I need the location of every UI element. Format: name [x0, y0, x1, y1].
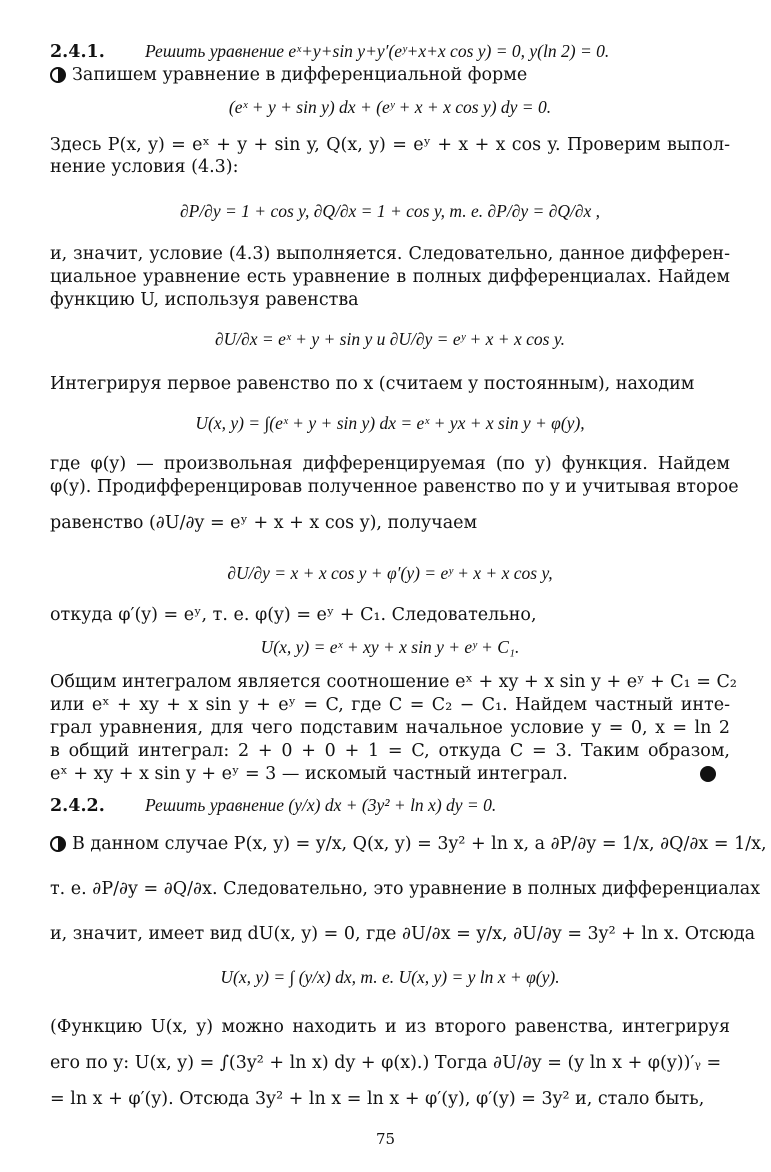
- paragraph-line: циальное уравнение есть уравнение в полных дифференциалах. Найдем: [50, 267, 730, 287]
- problem-statement: Решить уравнение (y/x) dx + (3y² + ln x) dy = 0.: [145, 795, 497, 815]
- paragraph-line: Интегрируя первое равенство по x (считаем y постоянным), находим: [50, 374, 695, 394]
- equation-integral: U(x, y) = ∫(eˣ + y + sin y) dx = eˣ + yx + x sin y + φ(y),: [195, 413, 585, 433]
- solution-start-icon: [50, 836, 66, 852]
- paragraph-line: т. е. ∂P/∂y = ∂Q/∂x. Следовательно, это уравнение в полных дифференциалах: [50, 879, 761, 899]
- paragraph-line: нение условия (4.3):: [50, 157, 239, 177]
- paragraph-line: В данном случае P(x, y) = y/x, Q(x, y) = 3y² + ln x, а ∂P/∂y = 1/x, ∂Q/∂x = 1/x,: [50, 833, 730, 855]
- paragraph-line: функцию U, используя равенства: [50, 290, 359, 310]
- page-number: 75: [375, 1130, 396, 1148]
- paragraph-line: eˣ + xy + x sin y + eʸ = 3 — искомый частный интеграл.: [50, 764, 568, 784]
- problem-statement: Решить уравнение eˣ+y+sin y+y′(eʸ+x+x cos y) = 0, y(ln 2) = 0.: [145, 41, 610, 61]
- paragraph-line: или eˣ + xy + x sin y + eʸ = C, где C = C₂ − C₁. Найдем частный инте-: [50, 695, 730, 715]
- paragraph-line: откуда φ′(y) = eʸ, т. е. φ(y) = eʸ + C₁. Следовательно,: [50, 605, 537, 625]
- paragraph-line: где φ(y) — произвольная дифференцируемая (по y) функция. Найдем: [50, 454, 730, 474]
- paragraph-line: равенство (∂U/∂y = eʸ + x + x cos y), получаем: [50, 513, 478, 533]
- problem-1-header: [50, 40, 730, 63]
- solution-intro: Запишем уравнение в дифференциальной форме: [50, 64, 730, 86]
- equation-U: ∂U/∂x = eˣ + y + sin y и ∂U/∂y = eʸ + x + x cos y.: [214, 329, 566, 349]
- paragraph-line: в общий интеграл: 2 + 0 + 0 + 1 = C, откуда C = 3. Таким образом,: [50, 741, 730, 761]
- solution-end-icon: [700, 766, 716, 782]
- equation-U2: U(x, y) = ∫ (y/x) dx, т. е. U(x, y) = y ln x + φ(y).: [220, 967, 560, 987]
- paragraph-line: φ(y). Продифференцировав полученное равенство по y и учитывая второе: [50, 477, 739, 497]
- paragraph-line: (Функцию U(x, y) можно находить и из второго равенства, интегрируя: [50, 1017, 730, 1037]
- paragraph-line: Общим интегралом является соотношение eˣ + xy + x sin y + eʸ + C₁ = C₂: [50, 672, 737, 692]
- equation-dUdy: ∂U/∂y = x + x cos y + φ′(y) = eʸ + x + x cos y,: [227, 563, 553, 583]
- paragraph-line: = ln x + φ′(y). Отсюда 3y² + ln x = ln x + φ′(y), φ′(y) = 3y² и, стало быть,: [50, 1089, 705, 1109]
- equation-U-final: U(x, y) = eˣ + xy + x sin y + eʸ + C₁.: [260, 637, 520, 657]
- paragraph-line: и, значит, условие (4.3) выполняется. Следовательно, данное дифферен-: [50, 244, 730, 264]
- paragraph-line: его по y: U(x, y) = ∫(3y² + ln x) dy + φ(x).) Тогда ∂U/∂y = (y ln x + φ(y))′ᵧ =: [50, 1053, 722, 1073]
- problem-number: 2.4.1.: [50, 42, 105, 62]
- problem-number: 2.4.2.: [50, 796, 105, 816]
- paragraph-line: и, значит, имеет вид dU(x, y) = 0, где ∂U/∂x = y/x, ∂U/∂y = 3y² + ln x. Отсюда: [50, 924, 756, 944]
- equation-diff-form: (eˣ + y + sin y) dx + (eʸ + x + x cos y) dy = 0.: [228, 97, 552, 117]
- problem-2-header: [50, 794, 730, 817]
- paragraph-line: Здесь P(x, y) = eˣ + y + sin y, Q(x, y) = eʸ + x + x cos y. Проверим выпол-: [50, 135, 730, 155]
- paragraph-line: грал уравнения, для чего подставим начальное условие y = 0, x = ln 2: [50, 718, 730, 738]
- solution-start-icon: [50, 67, 66, 83]
- equation-condition: ∂P/∂y = 1 + cos y, ∂Q/∂x = 1 + cos y, т. е. ∂P/∂y = ∂Q/∂x ,: [179, 201, 601, 221]
